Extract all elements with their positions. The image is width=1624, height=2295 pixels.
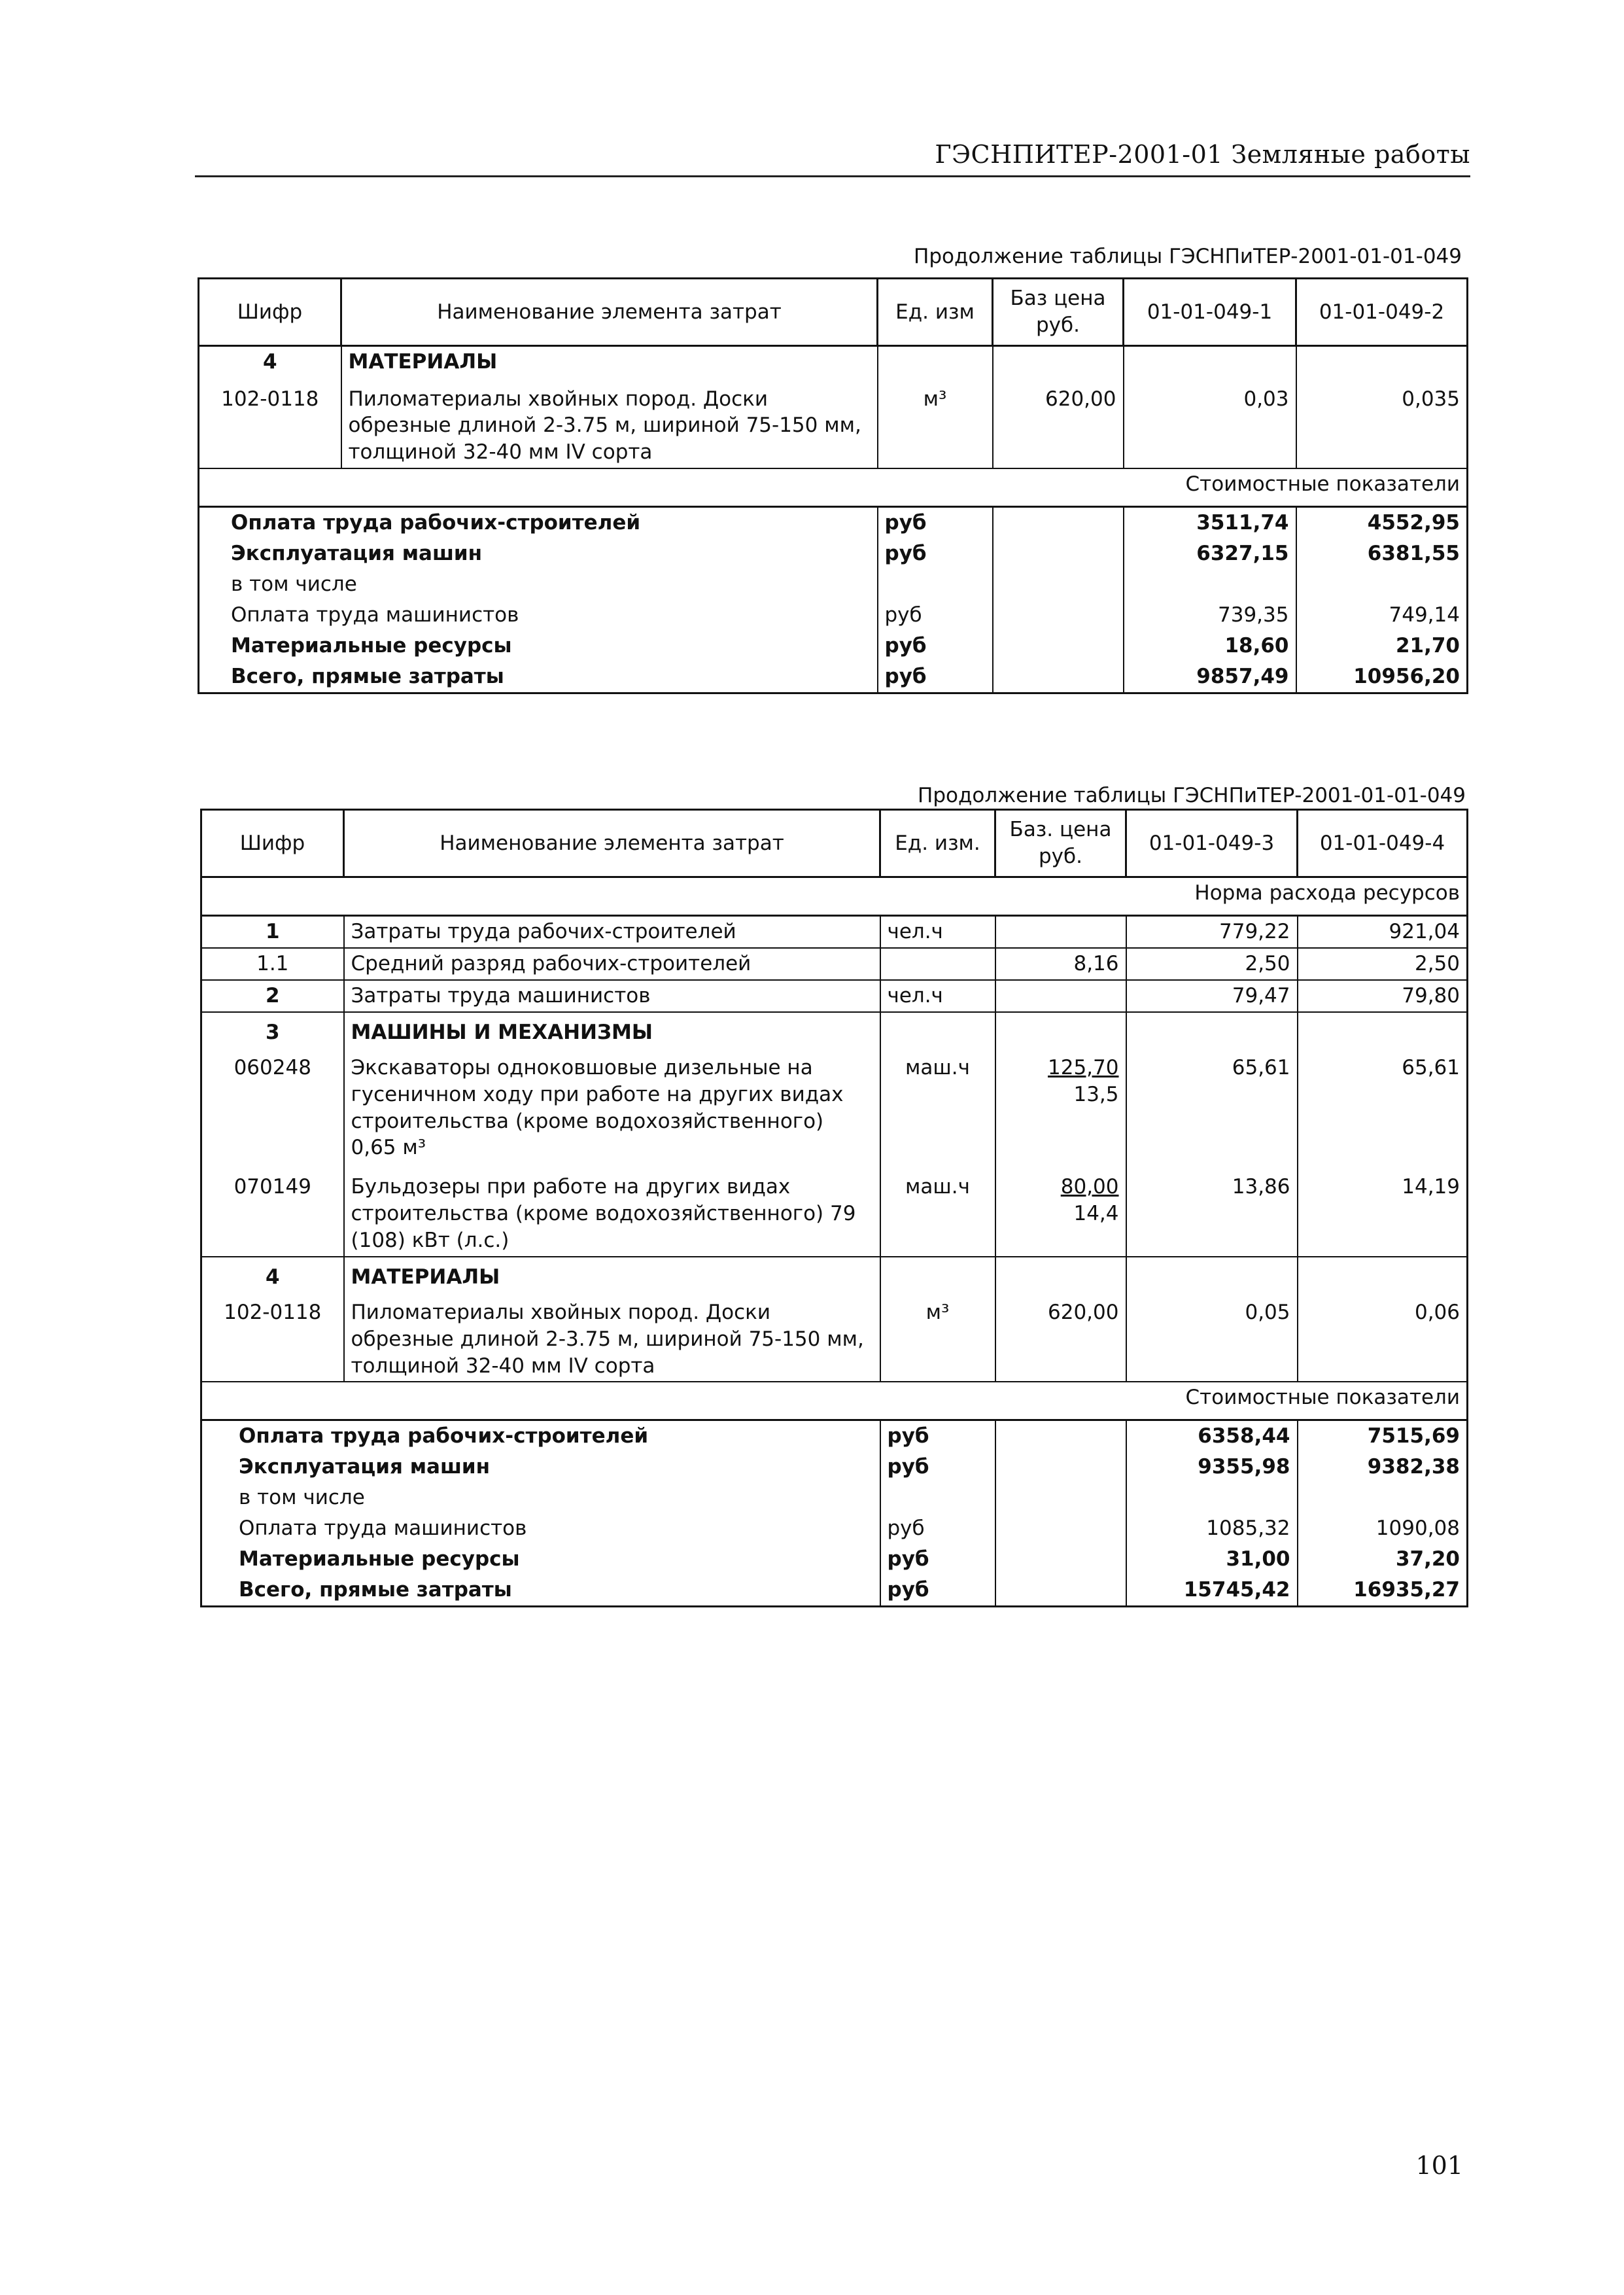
cost-value-1: 9857,49 [1124, 661, 1296, 693]
cost-value-2: 10956,20 [1353, 664, 1460, 688]
cost-value-1: 1085,32 [1126, 1513, 1298, 1544]
cost-name: Оплата труда машинистов [231, 603, 519, 627]
col-049-1-header: 01-01-049-1 [1124, 279, 1296, 346]
norm-band [201, 877, 1468, 916]
row-price [995, 1053, 1126, 1172]
cost-row [201, 1544, 1468, 1575]
cost-row [199, 631, 1468, 661]
col-name-header: Наименование элемента затрат [344, 810, 880, 877]
col-price-header: Баз цена руб. [993, 279, 1124, 346]
row-unit: м³ [880, 1297, 995, 1382]
row-price [995, 980, 1126, 1012]
cost-row [201, 1575, 1468, 1606]
row-name: Затраты труда машинистов [344, 980, 880, 1012]
cost-value-2: 7515,69 [1367, 1424, 1460, 1448]
row-price [995, 1172, 1126, 1257]
cost-unit: руб [880, 1452, 995, 1482]
cost-row [201, 1513, 1468, 1544]
cost-name: Всего, прямые затраты [231, 664, 504, 688]
table-row [201, 980, 1468, 1012]
table-row [201, 916, 1468, 948]
row-price: 620,00 [993, 384, 1124, 469]
row-value-2: 65,61 [1402, 1055, 1460, 1079]
col-name-header: Наименование элемента затрат [341, 279, 878, 346]
col-049-4-header: 01-01-049-4 [1298, 810, 1468, 877]
cost-value-2: 21,70 [1395, 633, 1460, 657]
page-header [195, 131, 1470, 178]
cost-band-label: Стоимостные показатели [201, 1382, 1468, 1420]
row-name: Затраты труда рабочих-строителей [344, 916, 880, 948]
row-name: Экскаваторы одноковшовые дизельные на гусеничном ходу при работе на других видах строительства (кроме водохозяйственного) 0,65 м³ [344, 1053, 880, 1172]
table-row [201, 1297, 1468, 1382]
cost-value-2: 9382,38 [1367, 1455, 1460, 1479]
col-unit-header: Ед. изм. [880, 810, 995, 877]
cost-unit: руб [878, 507, 993, 538]
row-value-2: 14,19 [1298, 1172, 1468, 1257]
row-value-1: 79,47 [1126, 980, 1298, 1012]
norm-band-label: Норма расхода ресурсов [201, 877, 1468, 916]
price-top: 80,00 [1060, 1174, 1119, 1199]
table1-caption: Продолжение таблицы ГЭСНПиТЕР-2001-01-01-049 [914, 245, 1462, 268]
row-code: 102-0118 [224, 1300, 322, 1324]
cost-row [199, 569, 1468, 600]
cost-unit: руб [878, 538, 993, 569]
section-title: МАШИНЫ И МЕХАНИЗМЫ [344, 1012, 880, 1053]
table1-header-row [199, 279, 1468, 346]
cost-name: Всего, прямые затраты [239, 1577, 512, 1602]
row-unit: чел.ч [880, 916, 995, 948]
row-value-2: 2,50 [1298, 948, 1468, 980]
row-code: 4 [262, 350, 277, 374]
row-price: 620,00 [995, 1297, 1126, 1382]
row-code: 102-0118 [199, 384, 341, 469]
cost-unit: руб [880, 1544, 995, 1575]
row-value-2: 0,06 [1414, 1300, 1460, 1324]
price-bottom: 13,5 [1073, 1082, 1119, 1106]
cost-name: в том числе [231, 572, 357, 597]
row-code: 4 [265, 1265, 280, 1289]
page-number: 101 [1415, 2151, 1463, 2180]
row-value-1: 0,05 [1126, 1297, 1298, 1382]
table-row [201, 1012, 1468, 1053]
table2-header-row [201, 810, 1468, 877]
cost-band-label: Стоимостные показатели [199, 468, 1468, 507]
table-row [201, 1257, 1468, 1297]
table-row [201, 1053, 1468, 1172]
row-unit: маш.ч [880, 1172, 995, 1257]
cost-value-1: 739,35 [1124, 600, 1296, 631]
col-code-header: Шифр [199, 279, 341, 346]
cost-name: Эксплуатация машин [239, 1455, 491, 1479]
row-value-1: 2,50 [1126, 948, 1298, 980]
cost-row [199, 507, 1468, 538]
col-049-3-header: 01-01-049-3 [1126, 810, 1298, 877]
cost-unit: руб [880, 1513, 995, 1544]
cost-row [199, 600, 1468, 631]
row-price [995, 916, 1126, 948]
cost-value-1: 9355,98 [1126, 1452, 1298, 1482]
cost-row [201, 1420, 1468, 1452]
cost-band [199, 468, 1468, 507]
row-value-1: 779,22 [1126, 916, 1298, 948]
row-code: 060248 [233, 1055, 311, 1079]
cost-value-2: 16935,27 [1353, 1577, 1460, 1602]
table1 [198, 277, 1468, 694]
row-value-1: 13,86 [1126, 1172, 1298, 1257]
cost-value-1: 6327,15 [1124, 538, 1296, 569]
cost-name: Эксплуатация машин [231, 542, 483, 566]
cost-name: Оплата труда рабочих-строителей [239, 1424, 649, 1448]
header-rule [195, 175, 1470, 177]
row-code: 1 [201, 916, 344, 948]
row-name: Пиломатериалы хвойных пород. Доски обрезные длиной 2-3.75 м, шириной 75-150 мм, толщиной 32-40 мм IV сорта [341, 384, 878, 469]
row-value-1: 65,61 [1126, 1053, 1298, 1172]
cost-band [201, 1382, 1468, 1420]
table-row [201, 948, 1468, 980]
table-row [199, 346, 1468, 384]
row-name: Средний разряд рабочих-строителей [344, 948, 880, 980]
cost-unit: руб [878, 661, 993, 693]
cost-value-2: 749,14 [1389, 603, 1460, 627]
row-value-2: 0,035 [1296, 384, 1468, 469]
row-code: 3 [265, 1020, 280, 1044]
cost-value-2: 37,20 [1395, 1547, 1460, 1571]
row-value-1: 0,03 [1124, 384, 1296, 469]
row-price: 8,16 [995, 948, 1126, 980]
cost-row [201, 1452, 1468, 1482]
col-price-header: Баз. цена руб. [995, 810, 1126, 877]
row-name: Пиломатериалы хвойных пород. Доски обрезные длиной 2-3.75 м, шириной 75-150 мм, толщиной 32-40 мм IV сорта [344, 1297, 880, 1382]
cost-row [199, 661, 1468, 693]
row-unit: маш.ч [880, 1053, 995, 1172]
table2-caption: Продолжение таблицы ГЭСНПиТЕР-2001-01-01-049 [918, 784, 1466, 807]
cost-value-1: 3511,74 [1124, 507, 1296, 538]
section-title: МАТЕРИАЛЫ [344, 1257, 880, 1297]
cost-unit: руб [880, 1420, 995, 1452]
cost-value-1: 6358,44 [1126, 1420, 1298, 1452]
cost-unit: руб [878, 631, 993, 661]
cost-value-2: 6381,55 [1367, 542, 1460, 566]
header-title: ГЭСНПИТЕР-2001-01 Земляные работы [935, 140, 1470, 169]
row-name: Бульдозеры при работе на других видах строительства (кроме водохозяйственного) 79 (108) кВт (л.с.) [344, 1172, 880, 1257]
table-row [199, 384, 1468, 469]
price-bottom: 14,4 [1073, 1201, 1119, 1225]
table2 [200, 809, 1468, 1607]
row-unit: чел.ч [880, 980, 995, 1012]
row-value-2: 921,04 [1298, 916, 1468, 948]
cost-unit: руб [880, 1575, 995, 1606]
col-unit-header: Ед. изм [878, 279, 993, 346]
cost-name: Материальные ресурсы [239, 1547, 520, 1571]
cost-value-1: 31,00 [1126, 1544, 1298, 1575]
row-value-2: 79,80 [1298, 980, 1468, 1012]
cost-name: Оплата труда машинистов [239, 1516, 527, 1541]
price-top: 125,70 [1048, 1055, 1119, 1079]
row-unit: м³ [878, 384, 993, 469]
row-code: 070149 [201, 1172, 344, 1257]
section-title: МАТЕРИАЛЫ [341, 346, 878, 384]
cost-row [199, 538, 1468, 569]
row-unit [880, 948, 995, 980]
cost-value-1: 15745,42 [1126, 1575, 1298, 1606]
cost-row [201, 1482, 1468, 1513]
cost-value-1: 18,60 [1124, 631, 1296, 661]
cost-name: Материальные ресурсы [231, 633, 512, 657]
row-code: 1.1 [201, 948, 344, 980]
cost-name: в том числе [239, 1486, 365, 1510]
cost-value-2: 4552,95 [1367, 511, 1460, 535]
cost-value-2: 1090,08 [1375, 1516, 1460, 1541]
col-049-2-header: 01-01-049-2 [1296, 279, 1468, 346]
col-code-header: Шифр [201, 810, 344, 877]
table-row [201, 1172, 1468, 1257]
row-code: 2 [201, 980, 344, 1012]
cost-unit: руб [878, 600, 993, 631]
cost-name: Оплата труда рабочих-строителей [231, 511, 641, 535]
